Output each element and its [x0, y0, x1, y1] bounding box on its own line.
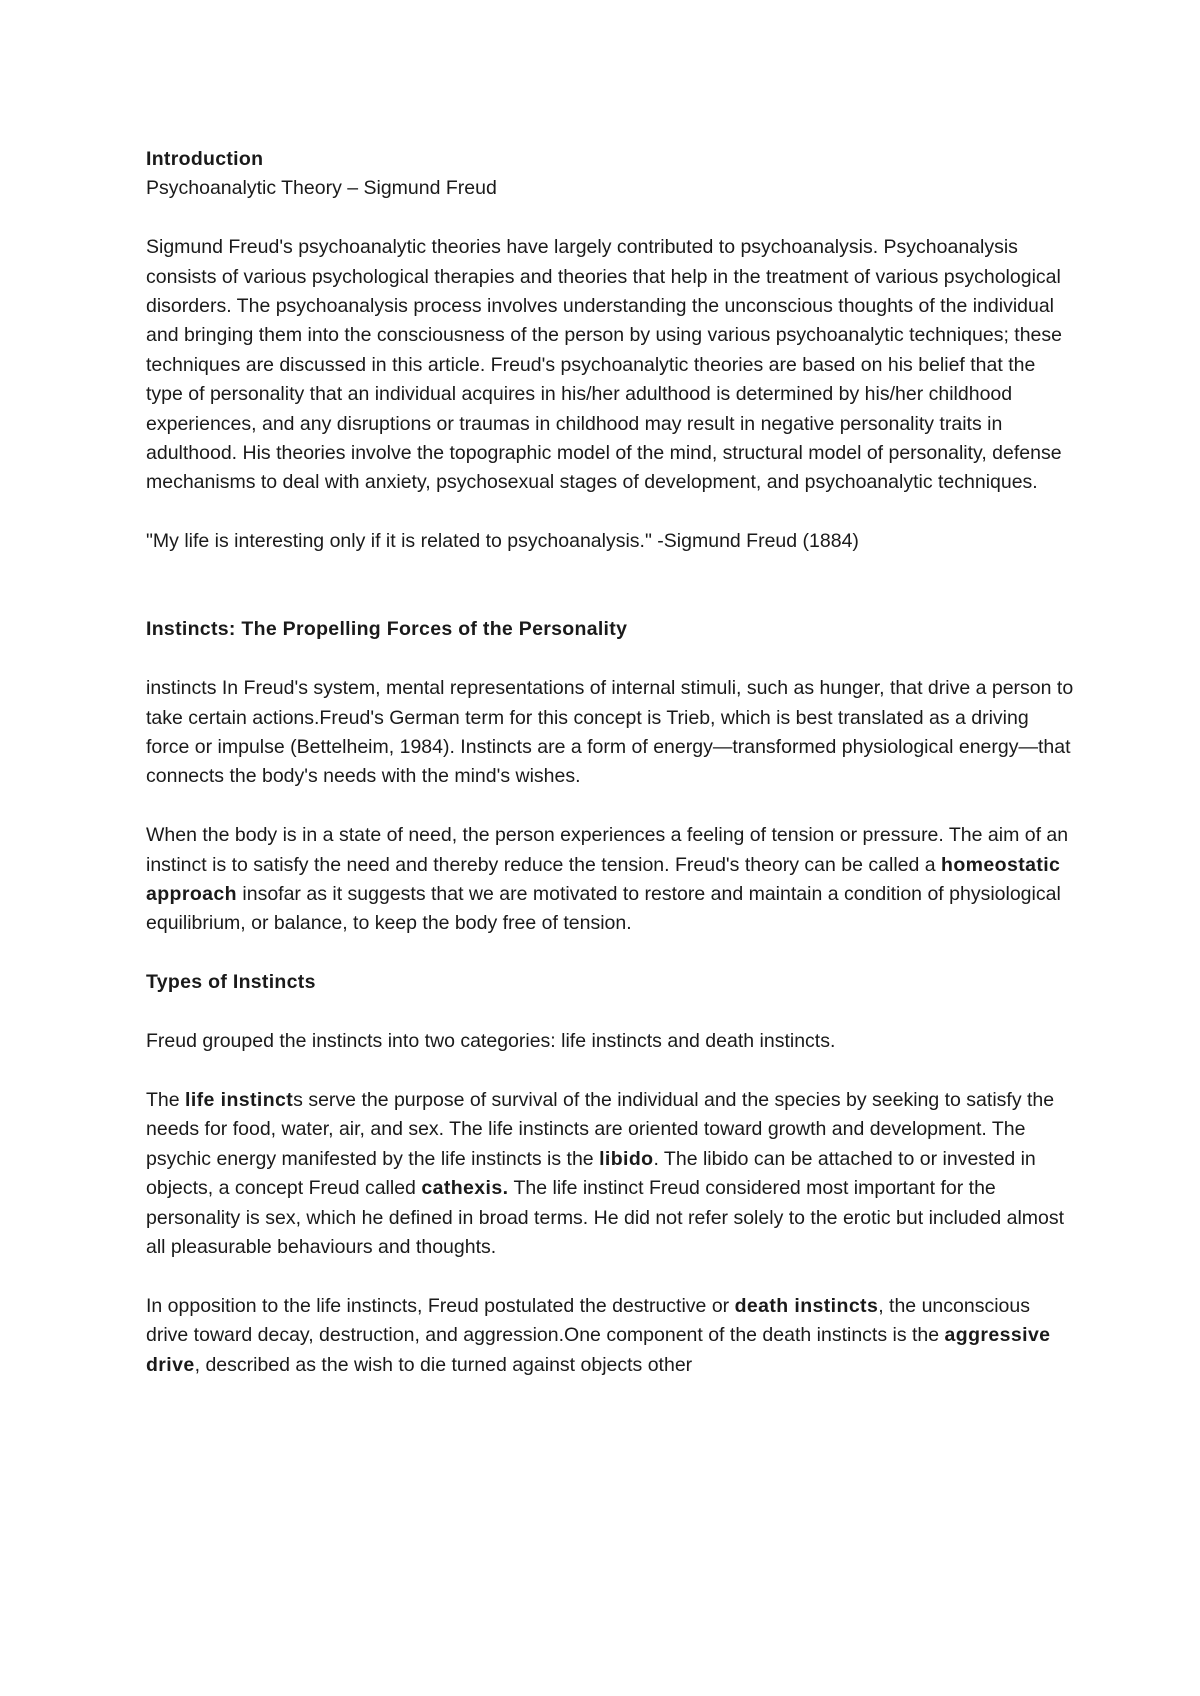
- text-run: When the body is in a state of need, the person experiences a feeling of tension or pressure. The aim of an instinct is to satisfy the need and thereby reduce the tension. Freud's theory can be called a: [146, 824, 1069, 876]
- life-instincts-paragraph: [146, 1086, 1076, 1262]
- term-homeostatic-approach: homeostatic approach: [146, 853, 1061, 906]
- text-run: , described as the wish to die turned against objects other: [194, 1353, 693, 1376]
- freud-quote: "My life is interesting only if it is related to psychoanalysis." -Sigmund Freud (1884): [146, 530, 859, 553]
- instincts-paragraph: instincts In Freud's system, mental representations of internal stimuli, such as hunger, that drive a person to take certain actions.Freud's German term for this concept is Trieb, which is best translated as a driving force or impulse (Bettelheim, 1984). Instincts are a form of energy—transformed physiological energy—that connects the body's needs with the mind's wishes.: [146, 677, 1074, 788]
- text-run: , the unconscious drive toward decay, destruction, and aggression.One component of the death instincts is the: [146, 1294, 1030, 1347]
- intro-subtitle: Psychoanalytic Theory – Sigmund Freud: [146, 177, 497, 200]
- instincts-heading: Instincts: The Propelling Forces of the Personality: [146, 618, 628, 641]
- death-instincts-paragraph: [146, 1292, 1076, 1380]
- term-life-instinct: life instinct: [185, 1088, 294, 1111]
- text-run: In opposition to the life instincts, Freud postulated the destructive or: [146, 1294, 735, 1317]
- types-heading: Types of Instincts: [146, 971, 316, 994]
- text-run: insofar as it suggests that we are motivated to restore and maintain a condition of physiological equilibrium, or balance, to keep the body free of tension.: [146, 883, 1061, 935]
- text-run: The: [146, 1088, 186, 1111]
- text-run: s serve the purpose of survival of the individual and the species by seeking to satisfy the needs for food, water, air, and sex. The life instincts are oriented toward growth and development. The psychic energy manifested by the life instincts is the: [146, 1088, 1055, 1170]
- document-page: [146, 145, 1076, 1380]
- term-aggressive-drive: aggressive drive: [146, 1324, 1051, 1376]
- term-libido: libido: [599, 1147, 654, 1170]
- types-intro: Freud grouped the instincts into two categories: life instincts and death instincts.: [146, 1030, 836, 1053]
- intro-heading: Introduction: [146, 148, 264, 170]
- text-run: . The libido can be attached to or invested in objects, a concept Freud called: [146, 1147, 1036, 1200]
- tension-paragraph: [146, 821, 1076, 939]
- term-cathexis: cathexis.: [421, 1177, 509, 1200]
- term-death-instincts: death instincts: [734, 1294, 879, 1317]
- text-run: The life instinct Freud considered most important for the personality is sex, which he defined in broad terms. He did not refer solely to the erotic but included almost all pleasurable behaviours and thoughts.: [146, 1177, 1065, 1258]
- intro-paragraph: Sigmund Freud's psychoanalytic theories have largely contributed to psychoanalysis. Psychoanalysis consists of various psychological therapies and theories that help in the treatment of various psychological disorders. The psychoanalysis process involves understanding the unconscious thoughts of the individual and bringing them into the consciousness of the person by using various psychoanalytic techniques; these techniques are discussed in this article. Freud's psychoanalytic theories are based on his belief that the type of personality that an individual acquires in his/her adulthood is determined by his/her childhood experiences, and any disruptions or traumas in childhood may result in negative personality traits in adulthood. His theories involve the topographic model of the mind, structural model of personality, defense mechanisms to deal with anxiety, psychosexual stages of development, and psychoanalytic techniques.: [146, 236, 1062, 494]
